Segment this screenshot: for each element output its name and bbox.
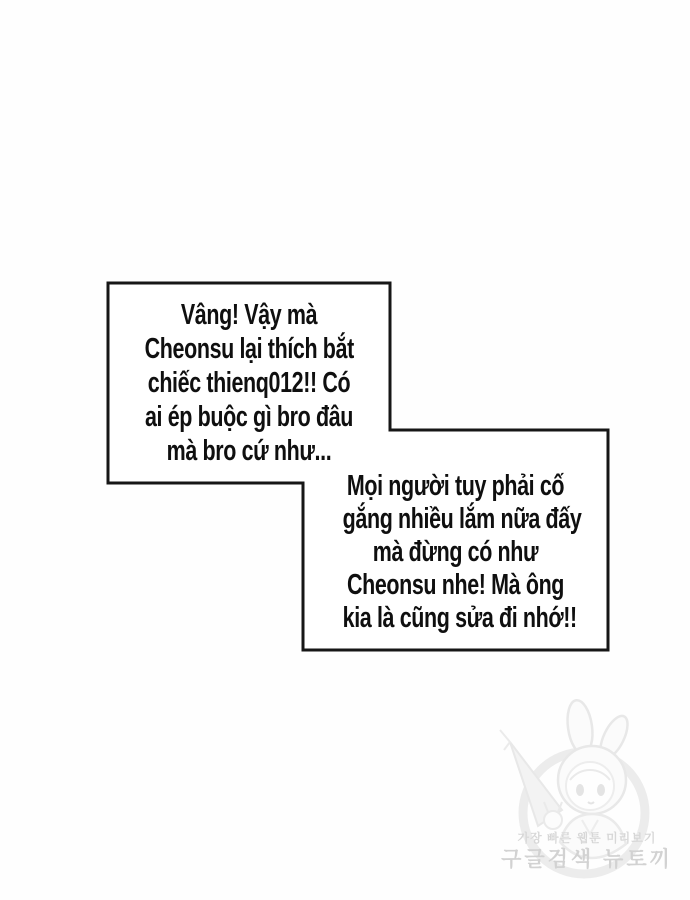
speech-bubble-2 (303, 430, 608, 650)
mascot-eye-right (597, 784, 605, 796)
bubble-2-line: Cheonsu nhe! Mà ông (346, 568, 565, 601)
watermark-logo (498, 692, 676, 887)
bubble-2-line: kia là cũng sửa đi nhớ!! (342, 601, 577, 634)
carrot-leaf-lines (500, 730, 510, 750)
small-bunny-head (544, 811, 562, 829)
bubble-2-line: gắng nhiều lắm nữa đấy (342, 502, 582, 535)
watermark-tagline: 가장 빠른 웹툰 미리보기 (517, 831, 657, 845)
speech-bubble-2-text (342, 469, 582, 635)
mascot-eye-left (576, 784, 584, 796)
watermark-brand: 구글검색 뉴토끼 (501, 848, 673, 871)
bubble-2-line: mà đừng có như (372, 535, 539, 568)
bubble-1-line: Vâng! Vậy mà (180, 299, 318, 331)
bubble-1-line: ai ép buộc gì bro đâu (144, 401, 354, 433)
bubble-1-line: Cheonsu lại thích bắt (144, 333, 354, 365)
bubble-2-line: Mọi người tuy phải cố (346, 469, 565, 502)
bubble-1-line: chiếc thienq012!! Có (147, 367, 351, 399)
bubble-1-line: mà bro cứ như... (166, 435, 332, 467)
